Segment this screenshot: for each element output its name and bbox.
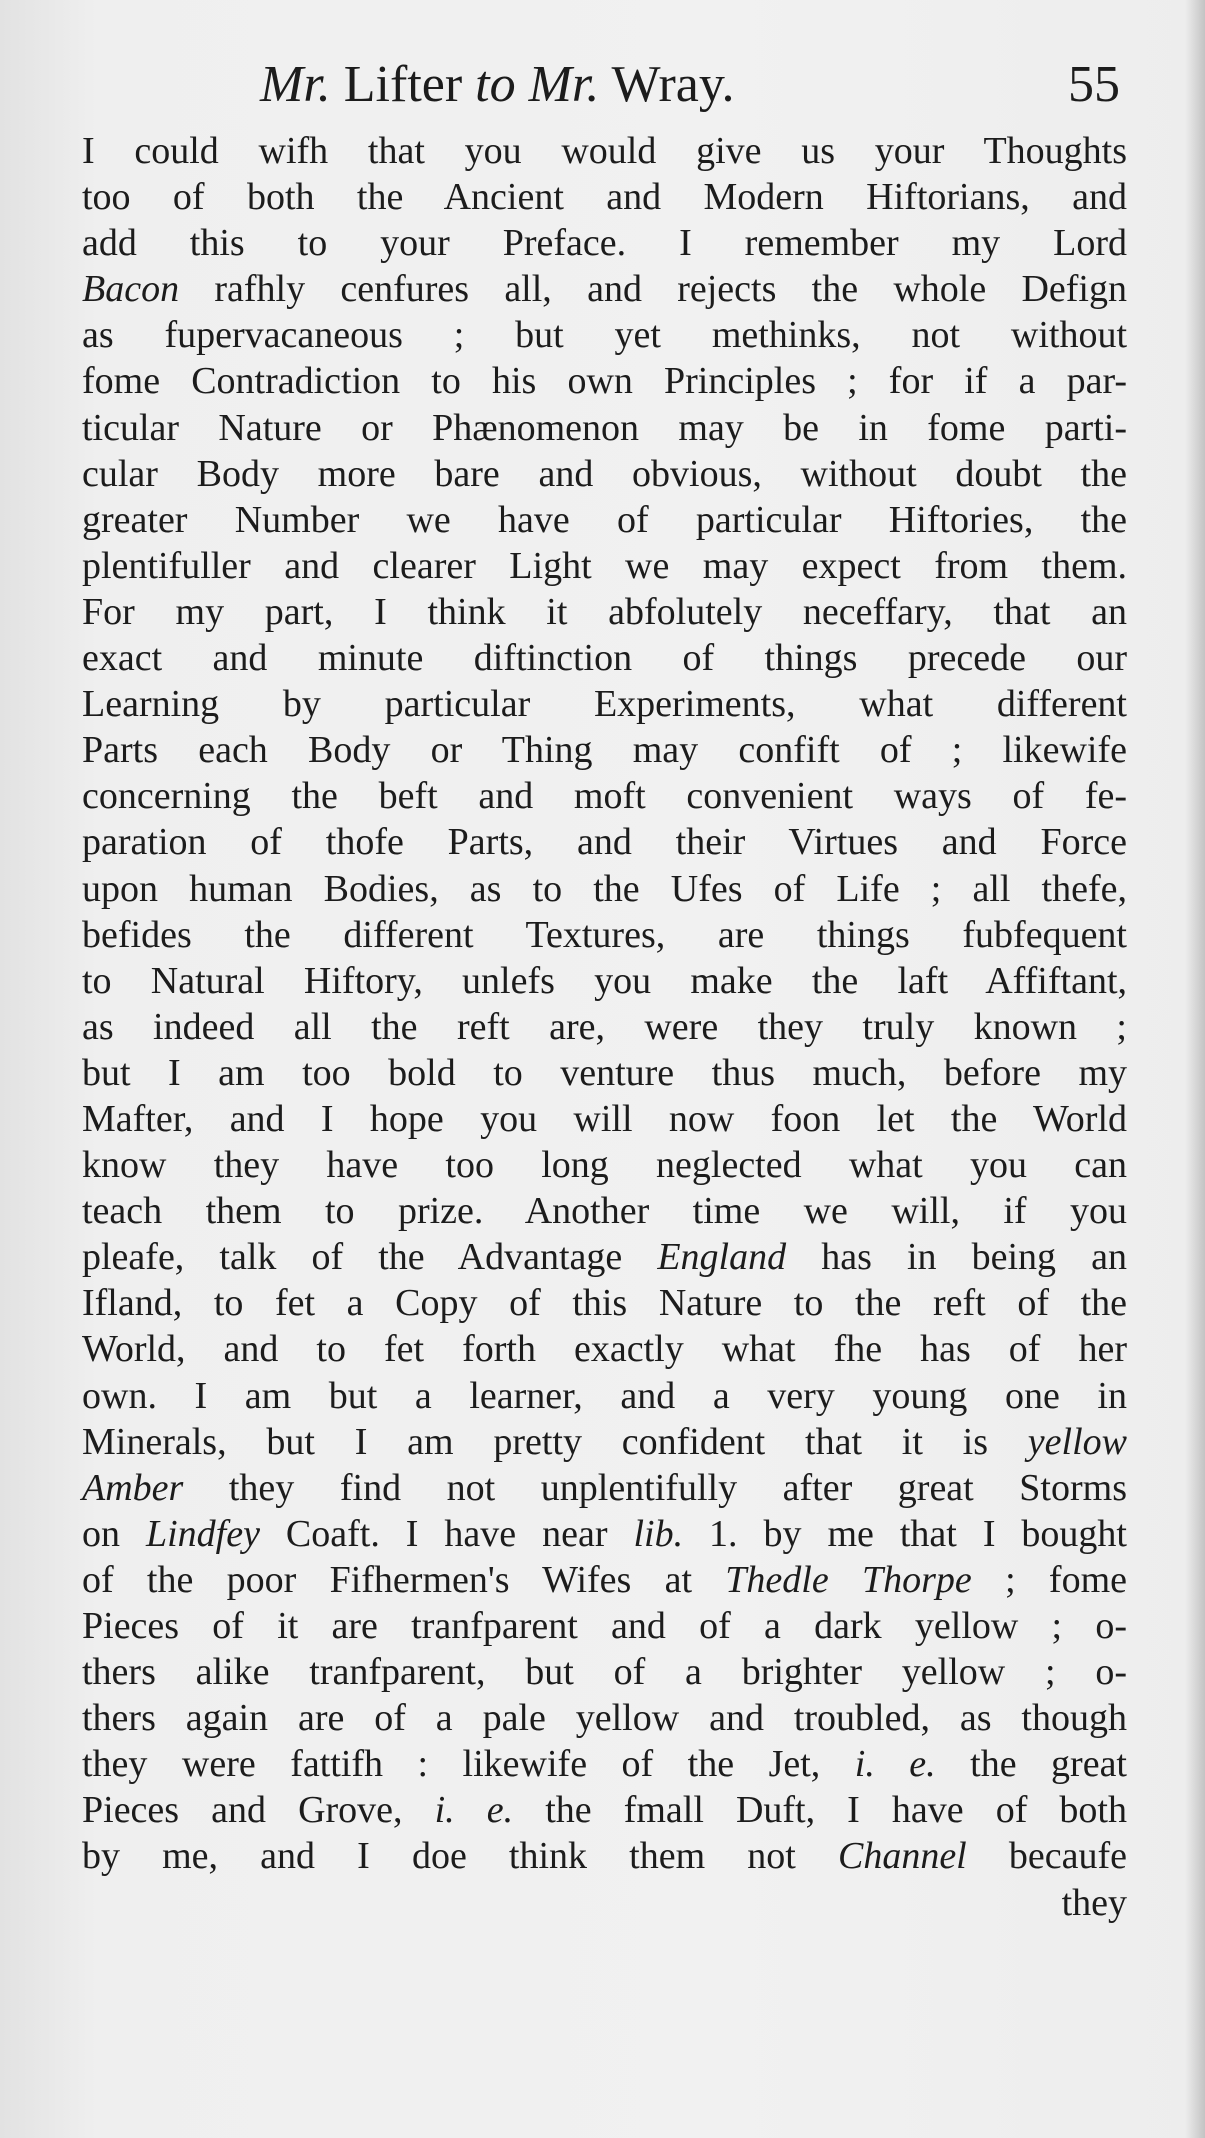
text-line: ticular Nature or Phænomenon may be in fome parti-	[82, 406, 1127, 449]
text-line: fome Contradiction to his own Principles ; for if a par-	[82, 360, 1127, 403]
text-line: know they have too long neglected what you can	[82, 1144, 1127, 1187]
text-line: exact and minute diftinction of things precede our	[82, 637, 1127, 680]
text-line: Learning by particular Experiments, what different	[82, 683, 1127, 726]
text-line: greater Number we have of particular Hiftories, the	[82, 498, 1127, 541]
text-line: paration of thofe Parts, and their Virtues and Force	[82, 821, 1127, 864]
title-mr-1: Mr.	[260, 56, 331, 113]
text-line: concerning the beft and moft convenient ways of fe-	[82, 775, 1127, 818]
body-text	[82, 128, 1127, 1926]
text-line: as fupervacaneous ; but yet methinks, not without	[82, 314, 1127, 357]
text-line: by me, and I doe think them not Channel becaufe	[82, 1835, 1127, 1878]
page-number: 55	[1068, 56, 1120, 113]
text-line: Ifland, to fet a Copy of this Nature to the reft of the	[82, 1282, 1127, 1325]
text-line: I could wifh that you would give us your Thoughts	[82, 130, 1127, 172]
text-line: befides the different Textures, are things fubfequent	[82, 913, 1127, 956]
text-line: on Lindfey Coaft. I have near lib. 1. by me that I bought	[82, 1512, 1127, 1555]
text-line: Parts each Body or Thing may confift of ; likewife	[82, 729, 1127, 772]
text-line: as indeed all the reft are, were they truly known ;	[82, 1005, 1127, 1048]
page-edge-shadow	[1185, 0, 1205, 2138]
text-line: upon human Bodies, as to the Ufes of Life ; all thefe,	[82, 867, 1127, 910]
text-line: Mafter, and I hope you will now foon let the World	[82, 1097, 1127, 1140]
text-line: they were fattifh : likewife of the Jet, i. e. the great	[82, 1743, 1127, 1786]
text-line: teach them to prize. Another time we will, if you	[82, 1190, 1127, 1233]
text-line: but I am too bold to venture thus much, before my	[82, 1051, 1127, 1094]
text-line: thers again are of a pale yellow and troubled, as though	[82, 1697, 1127, 1740]
title-wray: Wray.	[599, 56, 735, 113]
text-line: plentifuller and clearer Light we may expect from them.	[82, 544, 1127, 587]
text-line: World, and to fet forth exactly what fhe has of her	[82, 1328, 1127, 1371]
running-title	[260, 45, 735, 125]
text-line: of the poor Fifhermen's Wifes at Thedle Thorpe ; fome	[82, 1558, 1127, 1601]
text-line: to Natural Hiftory, unlefs you make the laft Affiftant,	[82, 959, 1127, 1002]
text-line: For my part, I think it abfolutely neceffary, that an	[82, 590, 1127, 633]
text-line: Amber they find not unplentifully after great Storms	[82, 1466, 1127, 1509]
catchword: they	[1061, 1881, 1127, 1924]
text-line: pleafe, talk of the Advantage England has in being an	[82, 1236, 1127, 1279]
text-line: thers alike tranfparent, but of a brighter yellow ; o-	[82, 1651, 1127, 1694]
text-line: Pieces and Grove, i. e. the fmall Duft, I have of both	[82, 1789, 1127, 1832]
text-line: Bacon rafhly cenfures all, and rejects the whole Defign	[82, 268, 1127, 311]
text-line: own. I am but a learner, and a very young one in	[82, 1374, 1127, 1417]
text-line: add this to your Preface. I remember my Lord	[82, 222, 1127, 265]
text-line: Minerals, but I am pretty confident that it is yellow	[82, 1420, 1127, 1463]
title-to-mr: to Mr.	[475, 56, 600, 113]
text-line: too of both the Ancient and Modern Hiftorians, and	[82, 176, 1127, 219]
title-lister: Lifter	[330, 56, 476, 113]
text-line: cular Body more bare and obvious, without doubt the	[82, 452, 1127, 495]
running-header	[260, 45, 1120, 125]
text-line: Pieces of it are tranfparent and of a dark yellow ; o-	[82, 1605, 1127, 1647]
